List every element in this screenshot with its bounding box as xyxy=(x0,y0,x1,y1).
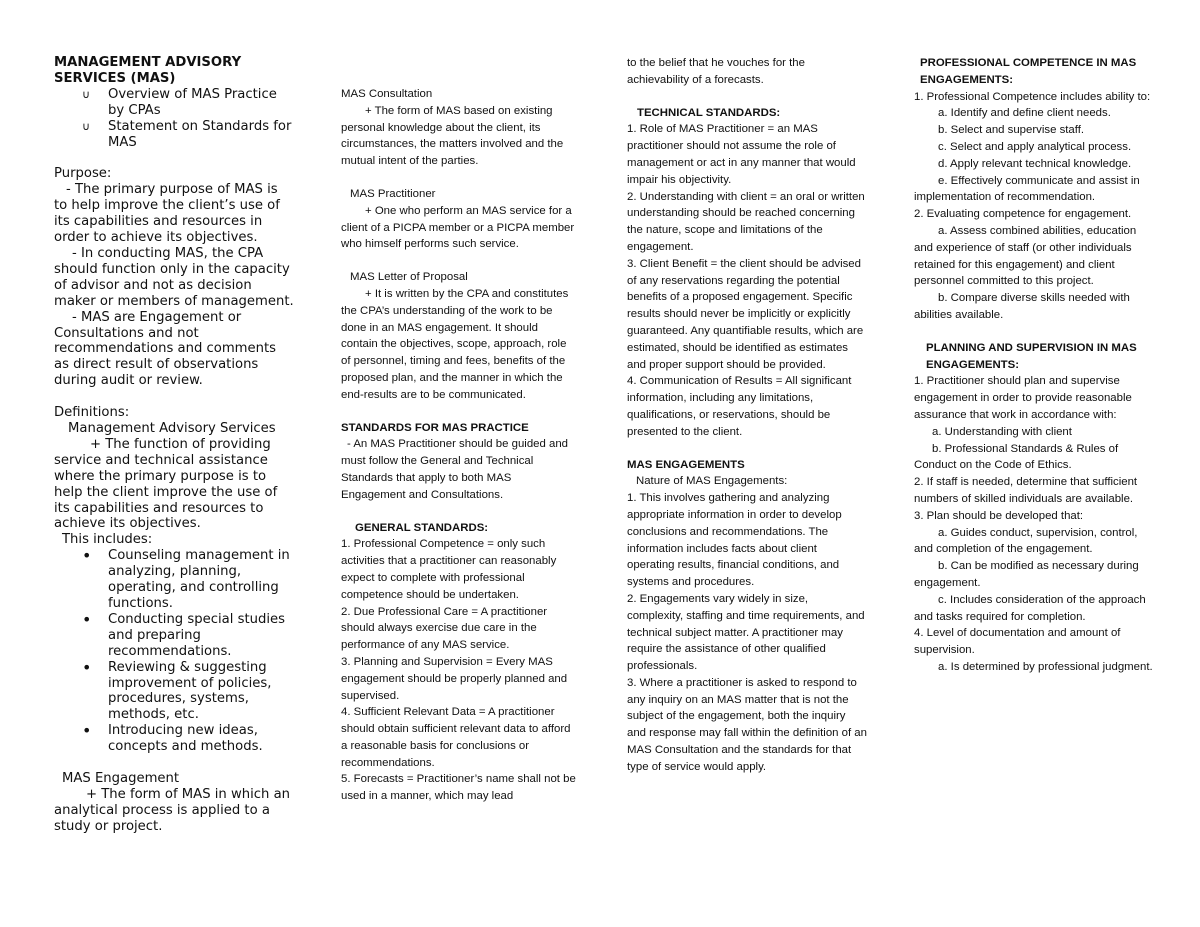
list-item: 3. Where a practitioner is asked to respond to any inquiry on an MAS matter that is not the subject of the engagement, both the inquiry and response may fall within the definition of an MAS Consultation and the standards for that type of service would apply. xyxy=(627,676,867,773)
standard-item: 1. Role of MAS Practitioner = an MAS practitioner should not assume the role of management or act in any manner that would impair his objectivity. xyxy=(627,123,856,186)
section-heading: MAS ENGAGEMENTS xyxy=(627,458,745,471)
definition-text: + The form of MAS based on existing personal knowledge about the client, its circumstances, the matters involved and the mutual intent of the parties. xyxy=(341,104,564,168)
column-3 xyxy=(627,55,867,776)
list-item: 2. If staff is needed, determine that sufficient numbers of skilled individuals are available. xyxy=(914,476,1138,505)
column-4 xyxy=(914,55,1154,676)
bullet-icon: • xyxy=(82,546,92,566)
list-item: 3. Plan should be developed that: xyxy=(914,509,1084,522)
list-item-text: Introducing new ideas, concepts and methods. xyxy=(108,723,263,755)
list-item xyxy=(54,548,294,612)
bullet-icon: • xyxy=(82,609,92,629)
standard-item: 5. Forecasts = Practitioner’s name shall not be used in a manner, which may lead xyxy=(341,773,576,803)
section-heading: GENERAL STANDARDS: xyxy=(355,521,489,534)
union-bullet-icon: ∪ xyxy=(82,87,91,101)
sub-item: e. Effectively communicate and assist in implementation of recommendation. xyxy=(914,174,1140,204)
sub-item: a. Assess combined abilities, education and experience of staff (or other individuals retained for this engagement) and client personnel committed to this project. xyxy=(914,224,1137,288)
section-heading: PLANNING AND SUPERVISION IN MAS ENGAGEMENTS: xyxy=(926,341,1137,371)
standard-item: 3. Client Benefit = the client should be advised of any reservations regarding the potential benefits of a proposed engagement. Specific results should never be implicitly or explicitly guaranteed. Any quantifiable results, which are estimated, should be identified as estimates and proper support should be provided. xyxy=(627,257,864,371)
list-item xyxy=(54,723,294,755)
list-item: 2. Evaluating competence for engagement. xyxy=(914,208,1132,221)
standard-item: 2. Due Professional Care = A practitioner should always exercise due care in the performance of any MAS service. xyxy=(341,605,548,652)
section-heading: TECHNICAL STANDARDS: xyxy=(637,106,781,119)
section-text: - An MAS Practitioner should be guided and must follow the General and Technical Standards that apply to both MAS Engagement and Consultations. xyxy=(341,438,568,501)
sub-heading: Nature of MAS Engagements: xyxy=(636,475,788,488)
sub-item: b. Compare diverse skills needed with abilities available. xyxy=(914,292,1130,321)
definition-term: MAS Engagement xyxy=(62,771,180,787)
toc-item-text: Overview of MAS Practice by CPAs xyxy=(108,86,277,118)
sub-item: b. Can be modified as necessary during engagement. xyxy=(914,560,1139,589)
sub-item: a. Understanding with client xyxy=(932,425,1072,438)
definition-term: Management Advisory Services xyxy=(68,421,276,437)
sub-item: a. Is determined by professional judgment. xyxy=(938,660,1153,673)
sub-item: a. Identify and define client needs. xyxy=(938,107,1111,120)
includes-heading: This includes: xyxy=(62,532,153,548)
document-title: MANAGEMENT ADVISORY SERVICES (MAS) xyxy=(54,55,242,86)
column-2 xyxy=(341,86,576,805)
standard-item: 4. Communication of Results = All significant information, including any limitations, qualifications, or reservations, should be presented to the client. xyxy=(627,375,852,438)
section-heading: PROFESSIONAL COMPETENCE IN MAS ENGAGEMENTS: xyxy=(920,57,1137,86)
definition-text: + The form of MAS in which an analytical process is applied to a study or project. xyxy=(54,786,291,834)
union-bullet-icon: ∪ xyxy=(82,119,91,133)
toc-item xyxy=(54,119,294,151)
purpose-paragraph: - The primary purpose of MAS is to help improve the client’s use of its capabilities and resources in order to achieve its objectives. xyxy=(54,182,280,246)
list-item xyxy=(54,609,294,660)
standard-item: 1. Professional Competence = only such activities that a practitioner can reasonably expect to complete with professional competence should be undertaken. xyxy=(341,538,557,601)
purpose-heading: Purpose: xyxy=(54,166,112,182)
standard-item: 3. Planning and Supervision = Every MAS engagement should be properly planned and supervised. xyxy=(341,655,568,702)
sub-item: d. Apply relevant technical knowledge. xyxy=(938,157,1132,170)
continuation-text: to the belief that he vouches for the achievability of a forecasts. xyxy=(627,57,805,86)
toc-item xyxy=(54,87,294,119)
definition-text: + One who perform an MAS service for a client of a PICPA member or a PICPA member who himself performs such service. xyxy=(341,204,575,251)
definition-term: MAS Practitioner xyxy=(350,187,436,200)
column-1 xyxy=(54,55,294,835)
definition-term: MAS Consultation xyxy=(341,88,433,100)
sub-item: b. Select and supervise staff. xyxy=(938,124,1085,137)
list-item: 2. Engagements vary widely in size, complexity, staffing and time requirements, and technical subject matter. A practitioner may require the assistance of other qualified professionals. xyxy=(627,592,865,673)
list-item-text: Counseling management in analyzing, planning, operating, and controlling functions. xyxy=(108,548,290,611)
standard-item: 2. Understanding with client = an oral or written understanding should be reached concerning the nature, scope and limitations of the engagement. xyxy=(627,190,865,253)
definitions-heading: Definitions: xyxy=(54,405,130,421)
sub-item: a. Guides conduct, supervision, control, and completion of the engagement. xyxy=(914,526,1138,556)
section-heading: STANDARDS FOR MAS PRACTICE xyxy=(341,421,529,434)
sub-item: c. Select and apply analytical process. xyxy=(938,140,1132,153)
purpose-paragraph: - MAS are Engagement or Consultations and not recommendations and comments as direct result of observations during audit or review. xyxy=(54,309,277,389)
list-item-text: Reviewing & suggesting improvement of policies, procedures, systems, methods, etc. xyxy=(108,659,272,723)
standard-item: 4. Sufficient Relevant Data = A practitioner should obtain sufficient relevant data to afford a reasonable basis for conclusions or recommendations. xyxy=(341,706,571,769)
list-item xyxy=(54,657,294,724)
bullet-icon: • xyxy=(82,657,92,677)
list-item: 1. Practitioner should plan and supervise engagement in order to provide reasonable assurance that work in accordance with: xyxy=(914,375,1132,421)
list-item: 1. This involves gathering and analyzing appropriate information in order to develop conclusions and recommendations. The information includes facts about client operating results, financial conditions, and systems and procedures. xyxy=(627,492,842,589)
definition-text: + The function of providing service and technical assistance where the primary purpose is to help the client improve the use of its capabilities and resources to achieve its objectives. xyxy=(54,436,278,532)
list-item: 4. Level of documentation and amount of supervision. xyxy=(914,627,1121,657)
bullet-icon: • xyxy=(82,721,92,741)
definition-term: MAS Letter of Proposal xyxy=(350,271,468,284)
sub-item: b. Professional Standards & Rules of Conduct on the Code of Ethics. xyxy=(914,442,1119,472)
definition-text: + It is written by the CPA and constitutes the CPA’s understanding of the work to be done in an MAS engagement. It should contain the objectives, scope, approach, role of personnel, timing and fees, benefits of the proposed plan, and the manner in which the end-results are to be communicated. xyxy=(341,287,569,401)
toc-item-text: Statement on Standards for MAS xyxy=(108,118,292,150)
list-item: 1. Professional Competence includes ability to: xyxy=(914,90,1151,103)
sub-item: c. Includes consideration of the approach and tasks required for completion. xyxy=(914,593,1146,623)
list-item-text: Conducting special studies and preparing recommendations. xyxy=(108,611,285,659)
purpose-paragraph: - In conducting MAS, the CPA should function only in the capacity of advisor and not as decision maker or members of management. xyxy=(54,245,294,309)
